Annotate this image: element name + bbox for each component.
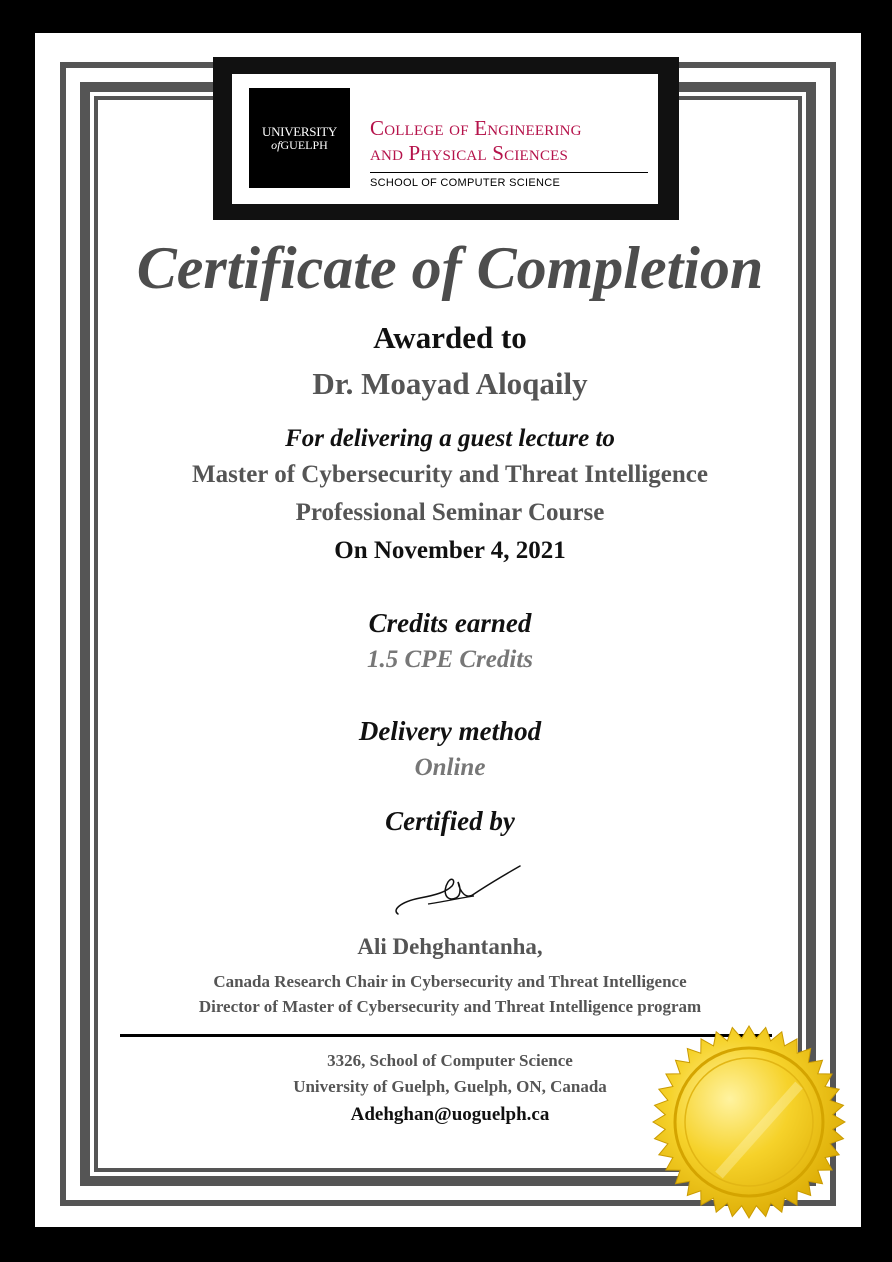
signatory-role-1: Canada Research Chair in Cybersecurity and Threat Intelligence xyxy=(213,972,687,991)
contact-email[interactable]: Adehghan@uoguelph.ca xyxy=(350,1104,550,1125)
delivery-method-value: Online xyxy=(414,754,486,781)
address-line-1: 3326, School of Computer Science xyxy=(327,1051,573,1070)
school-name: SCHOOL OF COMPUTER SCIENCE xyxy=(370,177,561,189)
course-name-line1: Master of Cybersecurity and Threat Intelligence xyxy=(192,461,708,488)
certified-by-label: Certified by xyxy=(385,806,515,836)
purpose-text: For delivering a guest lecture to xyxy=(285,425,615,452)
lecture-date: On November 4, 2021 xyxy=(334,537,566,564)
credits-heading: Credits earned xyxy=(368,608,532,638)
awarded-to-label: Awarded to xyxy=(373,320,527,355)
certificate-title: Certificate of Completion xyxy=(136,235,764,301)
course-name-line2: Professional Seminar Course xyxy=(295,499,605,526)
college-name-line1: College of Engineering xyxy=(370,116,582,140)
logo-divider xyxy=(370,172,648,173)
credits-value: 1.5 CPE Credits xyxy=(367,646,533,673)
delivery-method-heading: Delivery method xyxy=(358,716,542,746)
address-line-2: University of Guelph, Guelph, ON, Canada xyxy=(293,1077,607,1096)
gold-seal-icon xyxy=(649,1025,849,1220)
university-logo-line1: UNIVERSITY xyxy=(262,124,337,139)
signatory-name: Ali Dehghantanha, xyxy=(357,934,543,959)
college-name-line2: and Physical Sciences xyxy=(370,141,569,165)
signatory-role-2: Director of Master of Cybersecurity and Threat Intelligence program xyxy=(198,997,702,1016)
signature-icon xyxy=(390,862,530,922)
recipient-name: Dr. Moayad Aloqaily xyxy=(312,366,588,401)
university-logo xyxy=(249,88,350,188)
university-logo-line2: ofGUELPH xyxy=(271,138,328,152)
